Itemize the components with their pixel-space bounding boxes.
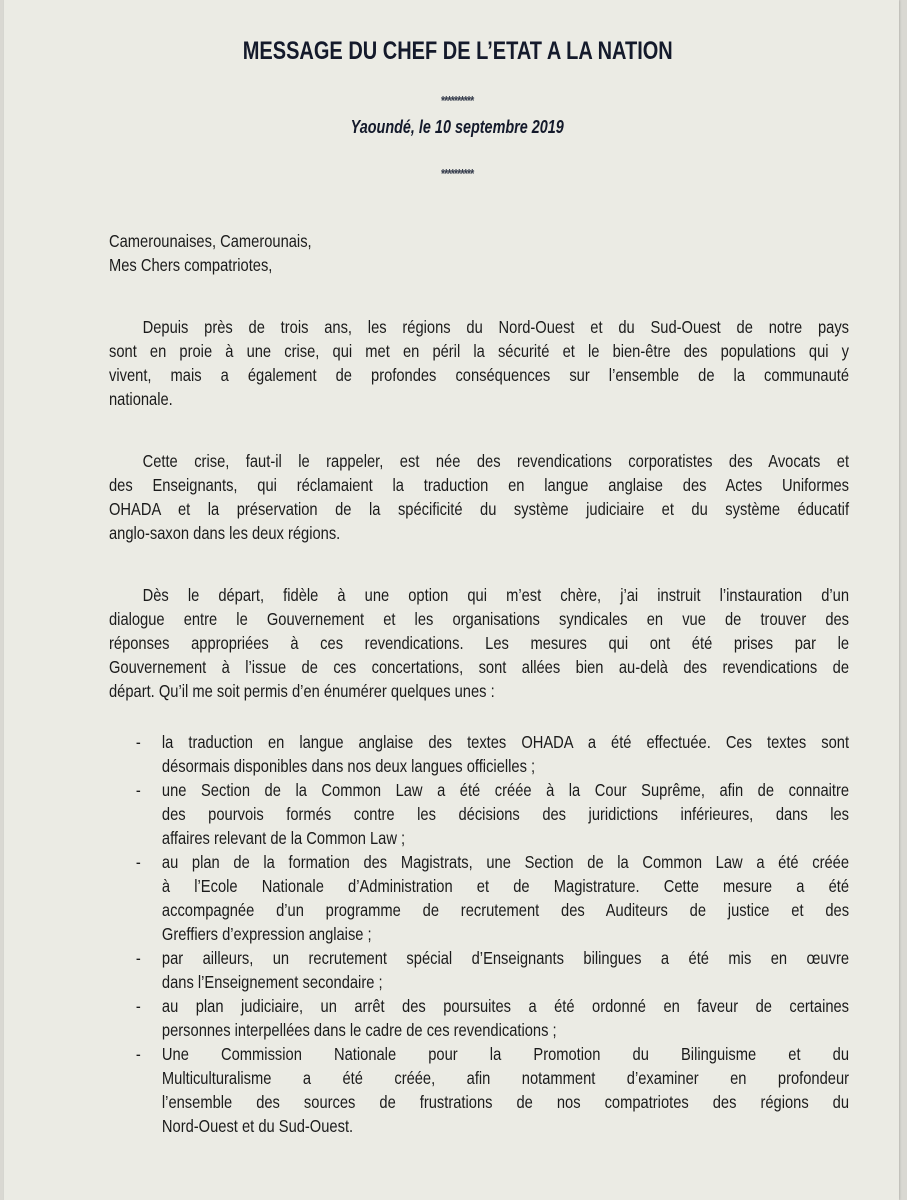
text-line: par ailleurs, un recrutement spécial d’Enseignants bilingues a été mis en œuvre	[161, 948, 850, 968]
text-line: une Section de la Common Law a été créée à la Cour Suprême, afin de connaitre	[161, 780, 850, 800]
text-line: Nord-Ouest et du Sud-Ouest.	[161, 1116, 354, 1136]
separator	[4, 93, 907, 108]
paragraph	[109, 315, 849, 411]
text-line: départ. Qu’il me soit permis d’en énumérer quelques unes :	[109, 681, 495, 701]
text-line: des Enseignants, qui réclamaient la traduction en langue anglaise des Actes Uniformes	[109, 475, 850, 495]
text-line: Une Commission Nationale pour la Promotion du Bilinguisme et du	[161, 1044, 850, 1064]
text-line: l’ensemble des sources de frustrations de nos compatriotes des régions du	[161, 1092, 850, 1112]
separator	[4, 166, 907, 181]
text-line: personnes interpellées dans le cadre de ces revendications ;	[161, 1020, 557, 1040]
list-item	[109, 730, 849, 778]
text-line: accompagnée d’un programme de recrutement des Auditeurs de justice et des	[161, 900, 850, 920]
text-line: vivent, mais a également de profondes conséquences sur l’ensemble de la communauté	[109, 365, 850, 385]
text-line: à l’Ecole Nationale d’Administration et de Magistrature. Cette mesure a été	[161, 876, 850, 896]
text-line: désormais disponibles dans nos deux langues officielles ;	[161, 756, 536, 776]
salutation	[109, 229, 849, 277]
text-line: Cette crise, faut-il le rappeler, est née des revendications corporatistes des Avocats et	[142, 451, 850, 471]
text-line: Gouvernement à l’issue de ces concertations, sont allées bien au-delà des revendications de	[109, 657, 850, 677]
measures-list	[109, 730, 849, 1138]
text-line: Dès le départ, fidèle à une option qui m’est chère, j’ai instruit l’instauration d’un	[142, 585, 850, 605]
title-text: MESSAGE DU CHEF DE L’ETAT A LA NATION	[242, 37, 673, 65]
text-line: Greffiers d’expression anglaise ;	[161, 924, 372, 944]
text-line: Depuis près de trois ans, les régions du Nord-Ouest et du Sud-Ouest de notre pays	[142, 317, 850, 337]
bullet-dash: -	[135, 780, 141, 800]
date-text: Yaoundé, le 10 septembre 2019	[350, 117, 565, 137]
text-line: Camerounaises, Camerounais,	[109, 231, 312, 251]
text-line: des pourvois formés contre les décisions des juridictions inférieures, dans les	[161, 804, 850, 824]
list-item	[109, 1042, 849, 1138]
text-line: sont en proie à une crise, qui met en péril la sécurité et le bien-être des populations qui y	[109, 341, 850, 361]
text-line: réponses appropriées à ces revendications. Les mesures qui ont été prises par le	[109, 633, 850, 653]
text-line: OHADA et la préservation de la spécificité du système judiciaire et du système éducatif	[109, 499, 850, 519]
bullet-dash: -	[135, 948, 141, 968]
text-line: affaires relevant de la Common Law ;	[161, 828, 406, 848]
separator-text: **********	[441, 166, 474, 181]
text-line: au plan de la formation des Magistrats, une Section de la Common Law a été créée	[161, 852, 850, 872]
document-date	[4, 117, 907, 138]
separator-text: **********	[441, 93, 474, 108]
text-line: anglo-saxon dans les deux régions.	[109, 523, 341, 543]
bullet-dash: -	[135, 1044, 141, 1064]
text-line: Multiculturalisme a été créée, afin notamment d’examiner en profondeur	[161, 1068, 850, 1088]
text-line: au plan judiciaire, un arrêt des poursuites a été ordonné en faveur de certaines	[161, 996, 850, 1016]
text-line: dans l’Enseignement secondaire ;	[161, 972, 383, 992]
paragraph	[109, 583, 849, 703]
paragraph	[109, 449, 849, 545]
text-line: Mes Chers compatriotes,	[109, 255, 273, 275]
document-body	[109, 229, 849, 1138]
list-item	[109, 946, 849, 994]
bullet-dash: -	[135, 852, 141, 872]
list-item	[109, 850, 849, 946]
bullet-dash: -	[135, 732, 141, 752]
list-item	[109, 994, 849, 1042]
text-line: la traduction en langue anglaise des textes OHADA a été effectuée. Ces textes sont	[161, 732, 850, 752]
text-line: nationale.	[109, 389, 173, 409]
document-title	[4, 37, 907, 66]
bullet-dash: -	[135, 996, 141, 1016]
list-item	[109, 778, 849, 850]
text-line: dialogue entre le Gouvernement et les organisations syndicales en vue de trouver des	[109, 609, 850, 629]
